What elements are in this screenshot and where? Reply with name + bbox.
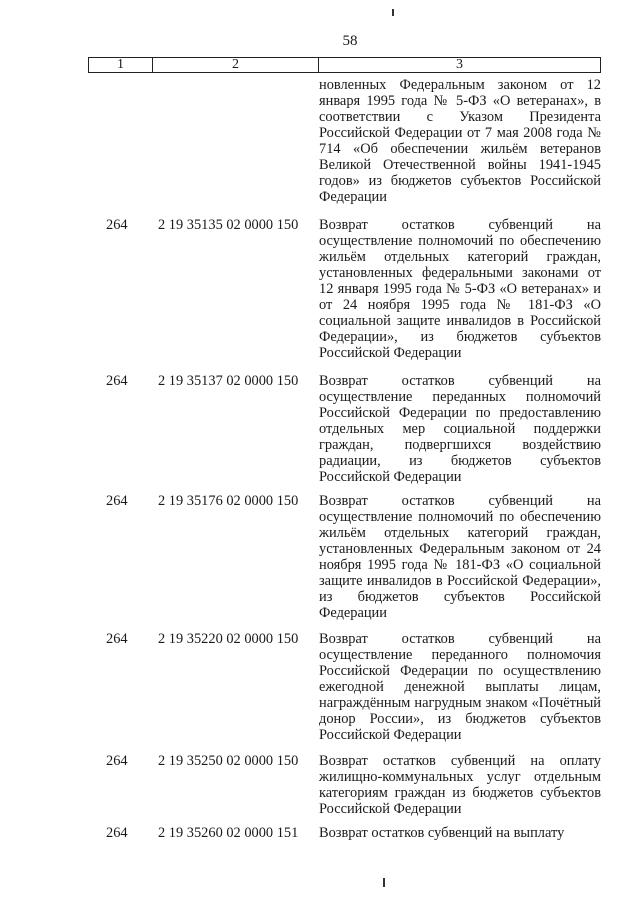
row-description: Возврат остатков субвенций на оплату жилищно-коммунальных услуг отдельным категориям граждан из бюджетов субъектов Российской Федерации: [319, 753, 601, 817]
budget-code: 2 19 35250 02 0000 150: [158, 753, 299, 769]
admin-code: 264: [106, 825, 128, 841]
column-header-2: 2: [152, 58, 318, 72]
admin-code: 264: [106, 631, 128, 647]
column-header-1: 1: [117, 57, 124, 72]
continuation-description: новленных Федеральным законом от 12 января 1995 года № 5-ФЗ «О ветеранах», в соответствии с Указом Президента Российской Федерации от 7 мая 2008 года № 714 «Об обеспечении жильём ветеранов Великой Отечественной войны 1941-1945 годов» из бюджетов субъектов Российской Федерации: [319, 77, 601, 205]
table-header: [88, 57, 601, 73]
budget-code: 2 19 35176 02 0000 150: [158, 493, 299, 509]
budget-code: 2 19 35135 02 0000 150: [158, 217, 299, 233]
budget-code: 2 19 35137 02 0000 150: [158, 373, 299, 389]
page-number: 58: [342, 33, 358, 49]
admin-code: 264: [106, 493, 128, 509]
admin-code: 264: [106, 753, 128, 769]
row-description: Возврат остатков субвенций на осуществление переданного полномочия Российской Федерации по осуществлению ежегодной денежной выплаты лицам, награждённым нагрудным знаком «Почётный донор России», из бюджетов субъектов Российской Федерации: [319, 631, 601, 743]
column-header-3: 3: [318, 58, 600, 72]
scan-mark: [383, 878, 385, 887]
budget-code: 2 19 35220 02 0000 150: [158, 631, 299, 647]
budget-code: 2 19 35260 02 0000 151: [158, 825, 299, 841]
admin-code: 264: [106, 217, 128, 233]
row-description: Возврат остатков субвенций на выплату: [319, 825, 565, 841]
row-description: Возврат остатков субвенций на осуществление полномочий по обеспечению жильём отдельных категорий граждан, установленных Федеральным законом от 24 ноября 1995 года № 181-ФЗ «О социальной защите инвалидов в Российской Федерации», из бюджетов субъектов Российской Федерации: [319, 493, 601, 621]
row-description: Возврат остатков субвенций на осуществление переданных полномочий Российской Федерации по предоставлению отдельных мер социальной поддержки граждан, подвергшихся воздействию радиации, из бюджетов субъектов Российской Федерации: [319, 373, 601, 485]
admin-code: 264: [106, 373, 128, 389]
row-description: Возврат остатков субвенций на осуществление полномочий по обеспечению жильём отдельных категорий граждан, установленных федеральными законами от 12 января 1995 года № 5-ФЗ «О ветеранах» и от 24 ноября 1995 года № 181-ФЗ «О социальной защите инвалидов в Российской Федерации», из бюджетов субъектов Российской Федерации: [319, 217, 601, 361]
scan-mark: [392, 9, 394, 16]
